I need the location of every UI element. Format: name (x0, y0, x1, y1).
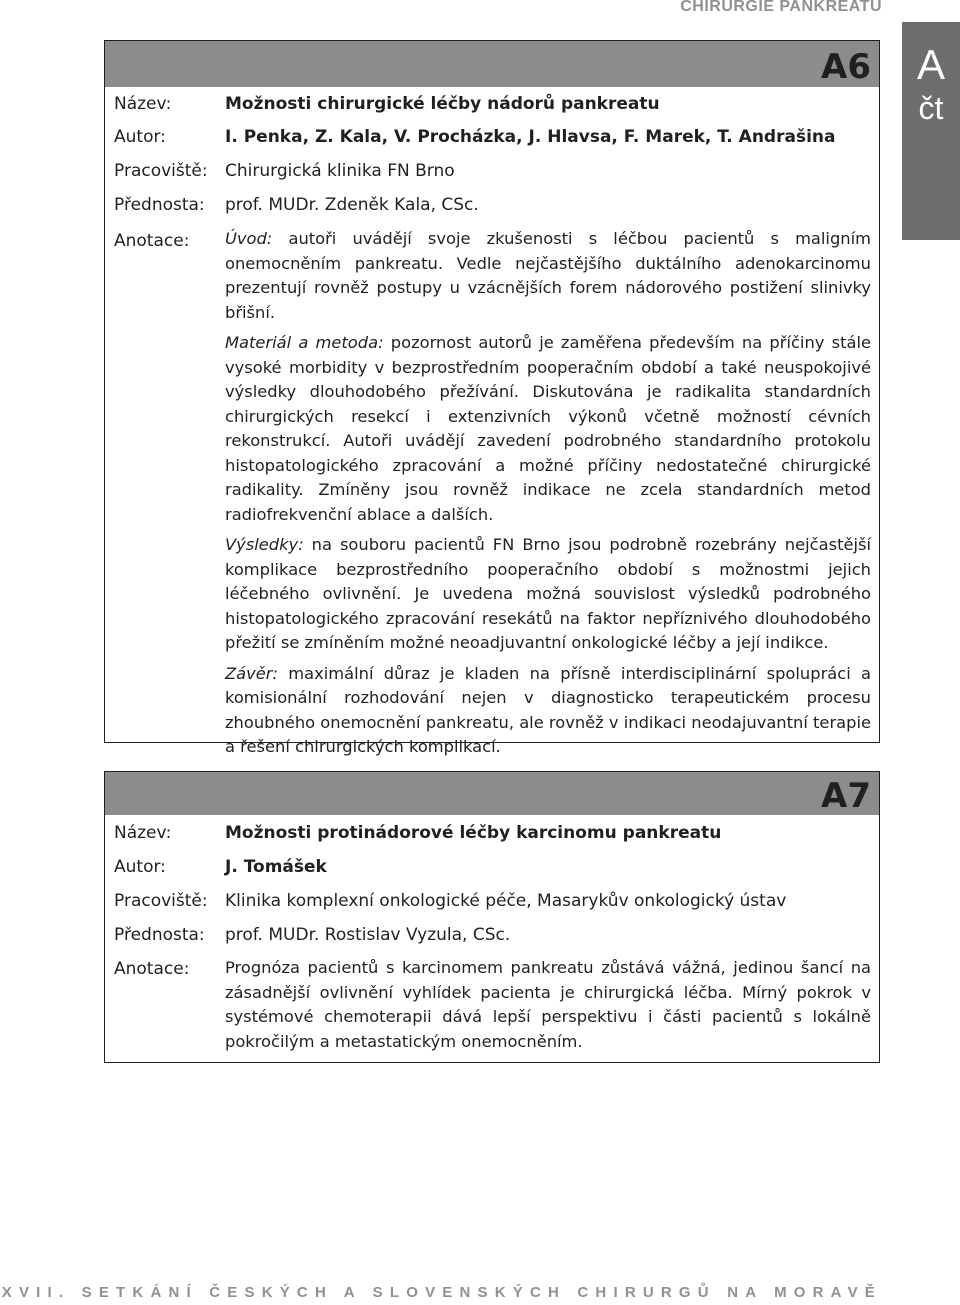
abstract-workplace: Chirurgická klinika FN Brno (225, 161, 455, 181)
abstract-code: A6 (821, 47, 871, 87)
label-author: Autor: (114, 127, 166, 147)
label-author: Autor: (114, 857, 166, 877)
label-head: Přednosta: (114, 195, 205, 215)
paragraph-results (225, 533, 871, 656)
abstract-a7 (104, 771, 880, 1063)
abstract-head: prof. MUDr. Zdeněk Kala, CSc. (225, 195, 479, 215)
label-head: Přednosta: (114, 925, 205, 945)
abstract-header-bar (105, 41, 879, 87)
abstract-workplace: Klinika komplexní onkologické péče, Masarykův onkologický ústav (225, 891, 787, 911)
running-header (0, 0, 960, 20)
label-annotation: Anotace: (114, 231, 190, 251)
text-conclusion: maximální důraz je kladen na přísně interdisciplinární spolupráci a komisionální rozhodování nejen v diagnosticko terapeutickém procesu zhoubného onemocnění pankreatu, ale rovněž v indikaci neodajuvantní terapie a řešení chirurgických komplikací. (225, 663, 871, 756)
label-name: Název: (114, 823, 172, 843)
text-results: na souboru pacientů FN Brno jsou podrobně rozebrány nejčastější komplikace bezprostředního pooperačního období s možnostmi jejich léčebného ovlivnění. Je uvedena možná souvislost výsledků podrobného histopatologického zpracování resekátů na faktor nepříznivého dlouhodobého přežití se zmíněním možné neoadjuvantní onkologické léčby a její indikce. (225, 535, 871, 652)
text-methods: pozornost autorů je zaměřena především na příčiny stále vysoké morbidity v bezprostředním pooperačním období a také neuspokojivé výsledky dlouhodobého přežívání. Diskutována je radikalita standardních chirurgických resekcí i extenzivních výkonů včetně možností cévních rekonstrukcí. Autoři uvádějí zavedení podrobného standardního protokolu histopatologického zpracování a možné příčiny nedostatečné chirurgické radikality. Zmíněny jsou rovněž indikace ne zcela standardních metod radiofrekvenční ablace a dalších. (225, 333, 872, 524)
section-title: CHIRURGIE PANKREATU (680, 0, 882, 15)
running-footer (0, 1282, 960, 1305)
paragraph-conclusion (225, 662, 871, 760)
abstract-authors: I. Penka, Z. Kala, V. Procházka, J. Hlavsa, F. Marek, T. Andrašina (225, 127, 836, 147)
abstract-header-bar (105, 772, 879, 815)
lead-intro: Úvod: (225, 229, 273, 248)
annotation-body (225, 956, 871, 1060)
paragraph-methods (225, 331, 871, 527)
abstract-title: Možnosti protinádorové léčby karcinomu pankreatu (225, 823, 722, 843)
abstract-a6 (104, 40, 880, 756)
text-intro: autoři uvádějí svoje zkušenosti s léčbou pacientů s maligním onemocněním pankreatu. Vedle nejčastějšího duktálního adenokarcinomu prezentují rovněž postupy u vzácnějších forem nádorového postižení slinivky břišní. (225, 229, 871, 322)
side-tab-letter: A (916, 41, 945, 88)
side-tab (902, 22, 960, 240)
lead-methods: Materiál a metoda: (225, 333, 384, 352)
label-annotation: Anotace: (114, 959, 190, 979)
annotation-body (225, 227, 871, 766)
paragraph-intro (225, 227, 871, 325)
paragraph-annotation: Prognóza pacientů s karcinomem pankreatu zůstává vážná, jedinou šancí na zásadnější ovlivnění vyhlídek pacienta je chirurgická léčba. Mírný pokrok v systémové chemoterapii dává lepší perspektivu i části pacientů s lokálně pokročilým a metastatickým onemocněním. (225, 958, 871, 1051)
lead-results: Výsledky: (225, 535, 304, 554)
label-workplace: Pracoviště: (114, 891, 208, 911)
abstract-head: prof. MUDr. Rostislav Vyzula, CSc. (225, 925, 511, 945)
side-tab-sub: čt (918, 90, 944, 126)
abstract-authors: J. Tomášek (225, 857, 327, 877)
abstract-code: A7 (821, 776, 871, 816)
label-name: Název: (114, 94, 172, 114)
lead-conclusion: Závěr: (225, 663, 278, 683)
label-workplace: Pracoviště: (114, 161, 208, 181)
abstract-title: Možnosti chirurgické léčby nádorů pankreatu (225, 94, 660, 114)
footer-text: XVII. SETKÁNÍ ČESKÝCH A SLOVENSKÝCH CHIRURGŮ NA MORAVĚ (1, 1284, 882, 1301)
